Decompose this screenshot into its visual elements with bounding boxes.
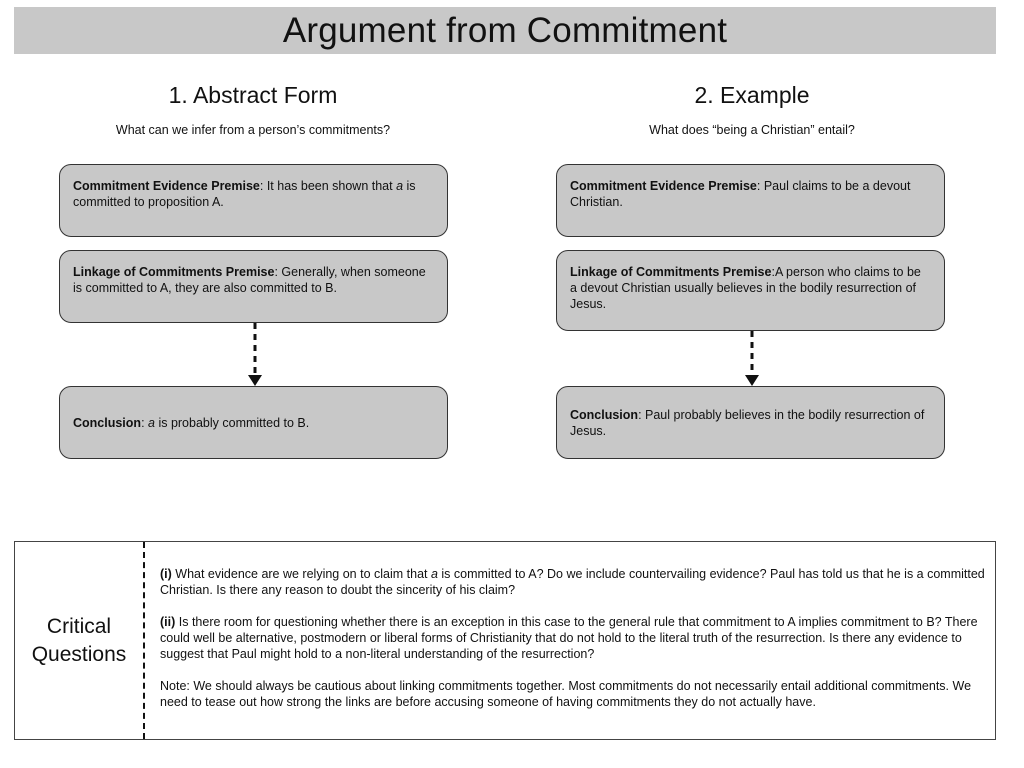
- variable-a: a: [430, 567, 438, 581]
- example-linkage-premise: [556, 250, 945, 331]
- critical-questions-label: [15, 542, 143, 739]
- question-text: is committed to A? Do we include countervailing evidence? Paul has told us that he is a committed Christian. Is there any reason to doubt the sincerity of his claim?: [160, 567, 985, 597]
- question-text: Is there room for questioning whether there is an exception in this case to the general rule that commitment to A implies commitment to B? There could well be alternative, postmodern or liberal forms of Christianity that do not hold to the literal truth of the resurrection. Is there any evidence to suggest that Paul might hold to a non-literal understanding of the resurrection?: [160, 615, 978, 661]
- premise-label: Commitment Evidence Premise: [73, 179, 260, 193]
- premise-label: Linkage of Commitments Premise: [570, 265, 772, 279]
- abstract-commitment-evidence-premise: [59, 164, 448, 237]
- question-number: (ii): [160, 615, 176, 629]
- premise-text: Generally, when someone is committed to A, they are also committed to B.: [73, 265, 426, 295]
- title-bar: [14, 7, 996, 54]
- premise-label: Linkage of Commitments Premise: [73, 265, 275, 279]
- label-separator: :: [756, 179, 764, 193]
- label-separator: :: [141, 415, 149, 430]
- question-text: What evidence are we relying on to claim that: [171, 567, 431, 581]
- label-line: Questions: [31, 642, 127, 666]
- abstract-form-subheading: What can we infer from a person’s commitments?: [115, 123, 391, 137]
- dashed-divider: [143, 542, 145, 739]
- example-conclusion: [556, 386, 945, 459]
- premise-text: is committed to proposition A.: [73, 179, 416, 209]
- variable-a: a: [396, 179, 404, 193]
- example-commitment-evidence-premise: [556, 164, 945, 237]
- label-separator: :: [259, 179, 267, 193]
- premise-text: A person who claims to be a devout Christian usually believes in the bodily resurrection of Jesus.: [570, 265, 921, 311]
- conclusion-text: Paul probably believes in the bodily resurrection of Jesus.: [570, 407, 925, 438]
- abstract-inference-arrow: [244, 323, 266, 387]
- question-number: (i): [160, 567, 172, 581]
- abstract-linkage-premise: [59, 250, 448, 323]
- variable-a: a: [148, 415, 155, 430]
- critical-questions-panel: [14, 541, 996, 740]
- example-heading: 2. Example: [694, 82, 810, 108]
- premise-text: It has been shown that: [266, 179, 397, 193]
- conclusion-label: Conclusion: [73, 415, 142, 430]
- abstract-form-heading: 1. Abstract Form: [168, 82, 338, 108]
- critical-questions-note: Note: We should always be cautious about linking commitments together. Most commitments do not necessarily entail additional commitments. We need to tease out how strong the links are before accusing someone of having commitments they do not actually have.: [160, 679, 972, 709]
- example-subheading: What does “being a Christian” entail?: [649, 123, 855, 137]
- example-inference-arrow: [741, 331, 763, 387]
- label-line: Critical: [46, 614, 112, 638]
- conclusion-label: Conclusion: [570, 407, 639, 422]
- critical-question-1: [160, 566, 990, 598]
- premise-label: Commitment Evidence Premise: [570, 179, 757, 193]
- label-separator: :: [638, 407, 646, 422]
- abstract-conclusion: [59, 386, 448, 459]
- critical-question-2: [160, 614, 990, 662]
- conclusion-text: is probably committed to B.: [154, 415, 310, 430]
- page-title: Argument from Commitment: [282, 10, 728, 50]
- critical-questions-body: [160, 566, 990, 726]
- premise-text: Paul claims to be a devout Christian.: [570, 179, 911, 209]
- label-separator: :: [771, 265, 775, 279]
- label-separator: :: [274, 265, 282, 279]
